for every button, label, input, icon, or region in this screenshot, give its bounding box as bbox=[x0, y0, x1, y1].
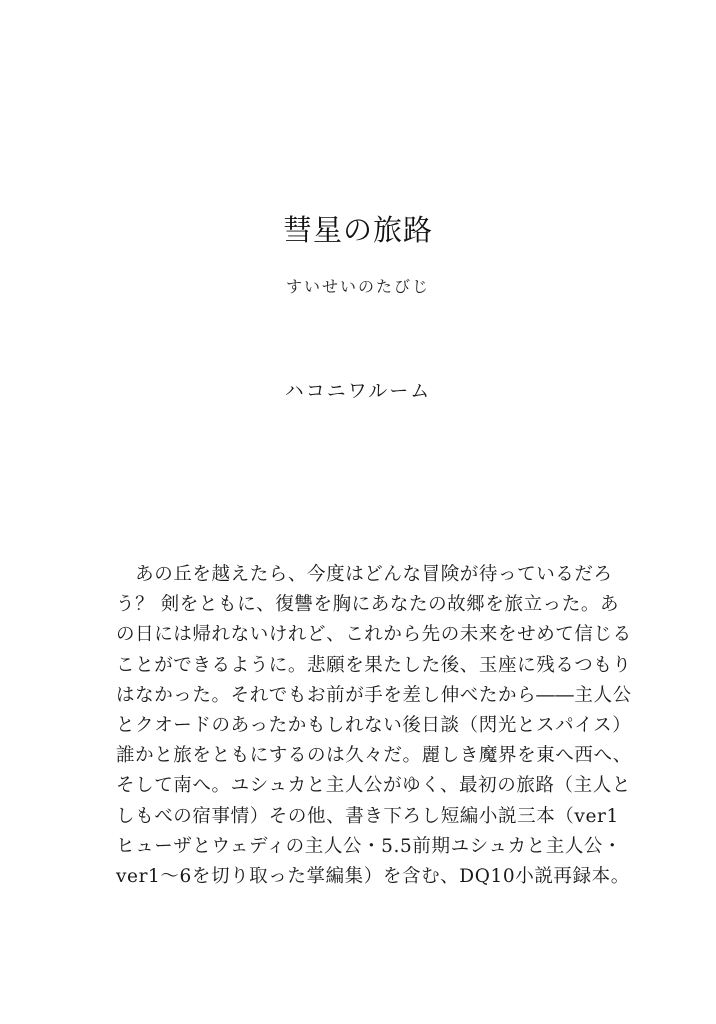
synopsis-line: ことができるように。悲願を果たした後、玉座に残るつもり bbox=[116, 654, 632, 676]
synopsis-line: あの丘を越えたら、今度はどんな冒険が待っているだろ bbox=[116, 564, 613, 585]
title-reading: すいせいのたびじ bbox=[285, 277, 430, 296]
synopsis-paragraph bbox=[116, 560, 632, 892]
synopsis-line: とクオードのあったかもしれない後日談（閃光とスパイス） bbox=[116, 715, 632, 737]
synopsis-line: の日には帰れないけれど、これから先の未来をせめて信じる bbox=[116, 624, 632, 646]
synopsis-line: そして南へ。ユシュカと主人公がゆく、最初の旅路（主人と bbox=[116, 775, 631, 797]
synopsis-line: はなかった。それでもお前が手を差し伸べたから――主人公 bbox=[116, 684, 632, 706]
synopsis-line: ver1～6を切り取った掌編集）を含む、DQ10小説再録本。 bbox=[116, 866, 630, 888]
synopsis-line: 誰かと旅をともにするのは久々だ。麗しき魔界を東へ西へ、 bbox=[116, 745, 632, 767]
book-title: 彗星の旅路 bbox=[282, 213, 433, 247]
author-name: ハコニワルーム bbox=[284, 380, 432, 402]
synopsis-line: しもべの宿事情）その他、書き下ろし短編小説三本（ver1 bbox=[116, 805, 619, 827]
synopsis-line: ヒューザとウェディの主人公・5.5前期ユシュカと主人公・ bbox=[116, 835, 623, 857]
synopsis-line: う？ 剣をともに、復讐を胸にあなたの故郷を旅立った。あ bbox=[116, 594, 620, 616]
